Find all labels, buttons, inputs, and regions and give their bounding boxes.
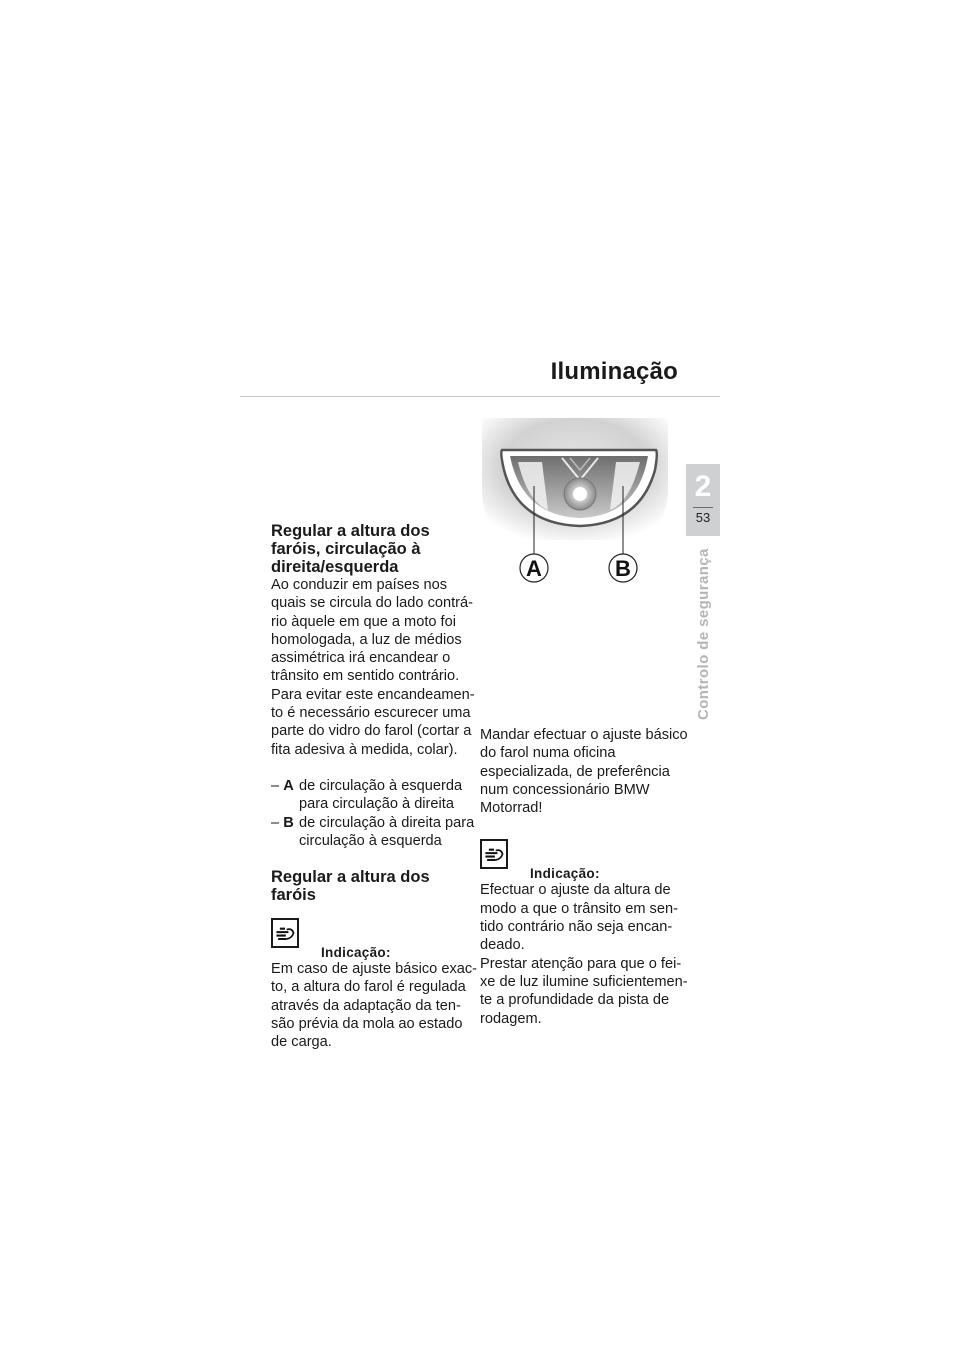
note-label: Indicação:: [321, 945, 391, 961]
chapter-number: 2: [694, 470, 712, 503]
section-heading-1: Regular a altura dos faróis, circulação à direita/esquerda: [271, 522, 430, 576]
chapter-divider: [693, 507, 713, 508]
list-dash: –: [271, 814, 280, 831]
list-text: de circulação à esquerda para circulação à direita: [299, 777, 463, 813]
left-column: [271, 522, 479, 1052]
list-letter: B: [283, 814, 294, 831]
list-letter: A: [283, 777, 294, 794]
list-text: de circulação à direita para circulação à esquerda: [299, 814, 475, 849]
intro-paragraph: Ao conduzir em países nos quais se circula do lado contrá-rio àquele em que a moto foi homologada, a luz de médios assimétrica irá encandear o trânsito em sentido contrário. Para evitar este encandeamen-to é necessário escurecer uma parte do vidro do farol (cortar a fita adesiva à medida, colar).: [271, 577, 475, 758]
workshop-paragraph: Mandar efectuar o ajuste básico do farol numa oficina especializada, de preferência num concessionário BMW Motorrad!: [480, 727, 688, 817]
label-b: B: [615, 556, 631, 581]
right-column: [480, 726, 690, 1028]
pointing-hand-icon: [271, 918, 299, 948]
note-block: [480, 839, 690, 1027]
pointing-hand-icon: [480, 839, 508, 869]
note-text: Prestar atenção para que o fei-xe de luz ilumine suficientemen-te a profundidade da pista de rodagem.: [480, 955, 688, 1027]
title-divider: [240, 396, 720, 397]
note-text: Em caso de ajuste básico exac-to, a altura do farol é regulada através da adaptação da ten-são prévia da mola ao estado de carga.: [271, 961, 478, 1051]
note-text: Efectuar o ajuste da altura de modo a que o trânsito em sen-tido contrário não seja encan-deado.: [480, 882, 678, 954]
note-label: Indicação:: [530, 866, 600, 882]
chapter-tab: [686, 464, 720, 536]
headlight-photo: [480, 418, 670, 613]
adjustment-list: [271, 777, 479, 850]
list-dash: –: [271, 777, 280, 794]
section-label: Controlo de segurança: [695, 548, 712, 720]
page-number: 53: [695, 510, 711, 525]
list-item: [271, 814, 479, 851]
page-title: Iluminação: [550, 358, 678, 385]
label-a: A: [526, 556, 542, 581]
section-heading-2: Regular a altura dos faróis: [271, 868, 430, 905]
list-item: [271, 777, 479, 814]
note-block: [271, 918, 479, 1051]
